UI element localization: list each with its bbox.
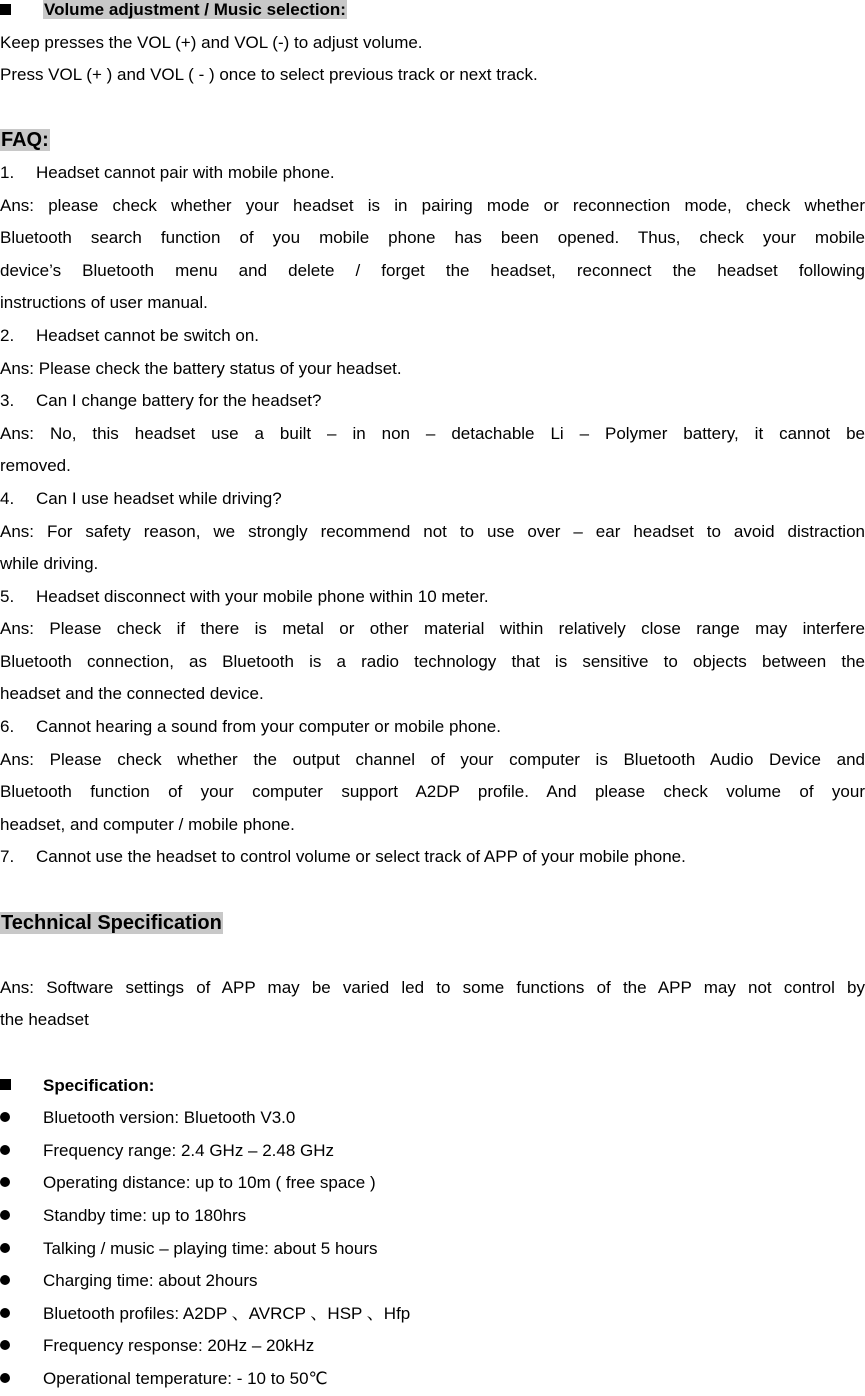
faq-answer-line: Bluetooth search function of you mobile phone has been opened. Thus, check your mobile [0, 228, 865, 248]
faq-num: 3. [0, 391, 15, 411]
spec-heading-row [0, 1070, 865, 1103]
faq-answer-line: Ans: Please check if there is metal or other material within relatively close range may interfere [0, 619, 865, 639]
tech-answer-line: Ans: Software settings of APP may be varied led to some functions of the APP may not control by [0, 977, 865, 997]
faq-answer-line: Ans: For safety reason, we strongly recommend not to use over – ear headset to avoid distraction [0, 521, 865, 541]
faq-answer-line: headset, and computer / mobile phone. [0, 814, 295, 834]
tech-heading-row [0, 907, 865, 940]
volume-section-heading-row [0, 0, 865, 27]
spec-item: Operational temperature: - 10 to 50℃ [0, 1363, 865, 1396]
faq-item-3 [0, 385, 865, 483]
spec-item: Frequency response: 20Hz – 20kHz [0, 1330, 865, 1363]
faq-item-1 [0, 157, 865, 320]
spec-item: Talking / music – playing time: about 5 hours [0, 1233, 865, 1266]
faq-question: Cannot use the headset to control volume or select track of APP of your mobile phone. [36, 847, 686, 867]
square-bullet-icon [0, 1070, 20, 1103]
faq-answer-line: device’s Bluetooth menu and delete / forget the headset, reconnect the headset following [0, 260, 865, 280]
faq-answer-line: Bluetooth connection, as Bluetooth is a radio technology that is sensitive to objects between the [0, 651, 865, 671]
faq-question: Headset cannot pair with mobile phone. [36, 162, 335, 182]
faq-answer-line: Ans: Please check the battery status of your headset. [0, 358, 402, 378]
faq-heading-row [0, 124, 865, 157]
faq-question: Cannot hearing a sound from your computer or mobile phone. [36, 717, 501, 737]
volume-heading: Volume adjustment / Music selection: [44, 0, 346, 19]
tech-heading: Technical Specification [1, 911, 222, 934]
faq-answer-line: headset and the connected device. [0, 684, 264, 704]
faq-question: Can I change battery for the headset? [36, 391, 322, 411]
faq-answer-line: removed. [0, 456, 71, 476]
spec-item: Standby time: up to 180hrs [0, 1200, 865, 1233]
square-bullet-icon [0, 0, 20, 27]
faq-num: 7. [0, 847, 15, 867]
round-bullet-icon [0, 1265, 20, 1298]
round-bullet-icon [0, 1233, 20, 1266]
tech-answer-line: the headset [0, 1010, 89, 1030]
faq-question: Can I use headset while driving? [36, 488, 282, 508]
faq-item-5 [0, 581, 865, 711]
round-bullet-icon [0, 1298, 20, 1331]
faq-answer-line: instructions of user manual. [0, 293, 208, 313]
faq-num: 4. [0, 488, 15, 508]
faq-item-4 [0, 483, 865, 581]
round-bullet-icon [0, 1363, 20, 1396]
spec-item: Operating distance: up to 10m ( free space ) [0, 1167, 865, 1200]
volume-line-2: Press VOL (+ ) and VOL ( - ) once to select previous track or next track. [0, 65, 538, 85]
faq-item-2 [0, 320, 865, 385]
volume-line-1: Keep presses the VOL (+) and VOL (-) to adjust volume. [0, 32, 423, 52]
spec-heading: Specification: [43, 1075, 155, 1095]
spec-item: Frequency range: 2.4 GHz – 2.48 GHz [0, 1135, 865, 1168]
round-bullet-icon [0, 1135, 20, 1168]
faq-answer-line: Ans: Please check whether the output channel of your computer is Bluetooth Audio Device and [0, 749, 865, 769]
spec-item: Charging time: about 2hours [0, 1265, 865, 1298]
faq-answer-line: Bluetooth function of your computer support A2DP profile. And please check volume of your [0, 782, 865, 802]
faq-answer-line: Ans: No, this headset use a built – in non – detachable Li – Polymer battery, it cannot be [0, 423, 865, 443]
faq-num: 6. [0, 717, 15, 737]
faq-answer-line: while driving. [0, 554, 99, 574]
spec-item: Bluetooth version: Bluetooth V3.0 [0, 1102, 865, 1135]
faq-heading: FAQ: [1, 129, 49, 152]
faq-num: 5. [0, 586, 15, 606]
faq-question: Headset disconnect with your mobile phone within 10 meter. [36, 586, 489, 606]
round-bullet-icon [0, 1330, 20, 1363]
round-bullet-icon [0, 1102, 20, 1135]
faq-answer-line: Ans: please check whether your headset is in pairing mode or reconnection mode, check whether [0, 195, 865, 215]
faq-item-7 [0, 841, 865, 874]
faq-item-6 [0, 711, 865, 841]
faq-question: Headset cannot be switch on. [36, 325, 260, 345]
round-bullet-icon [0, 1167, 20, 1200]
faq-num: 2. [0, 325, 15, 345]
faq-num: 1. [0, 162, 15, 182]
round-bullet-icon [0, 1200, 20, 1233]
spec-item: Bluetooth profiles: A2DP 、AVRCP 、HSP 、Hfp [0, 1298, 865, 1331]
